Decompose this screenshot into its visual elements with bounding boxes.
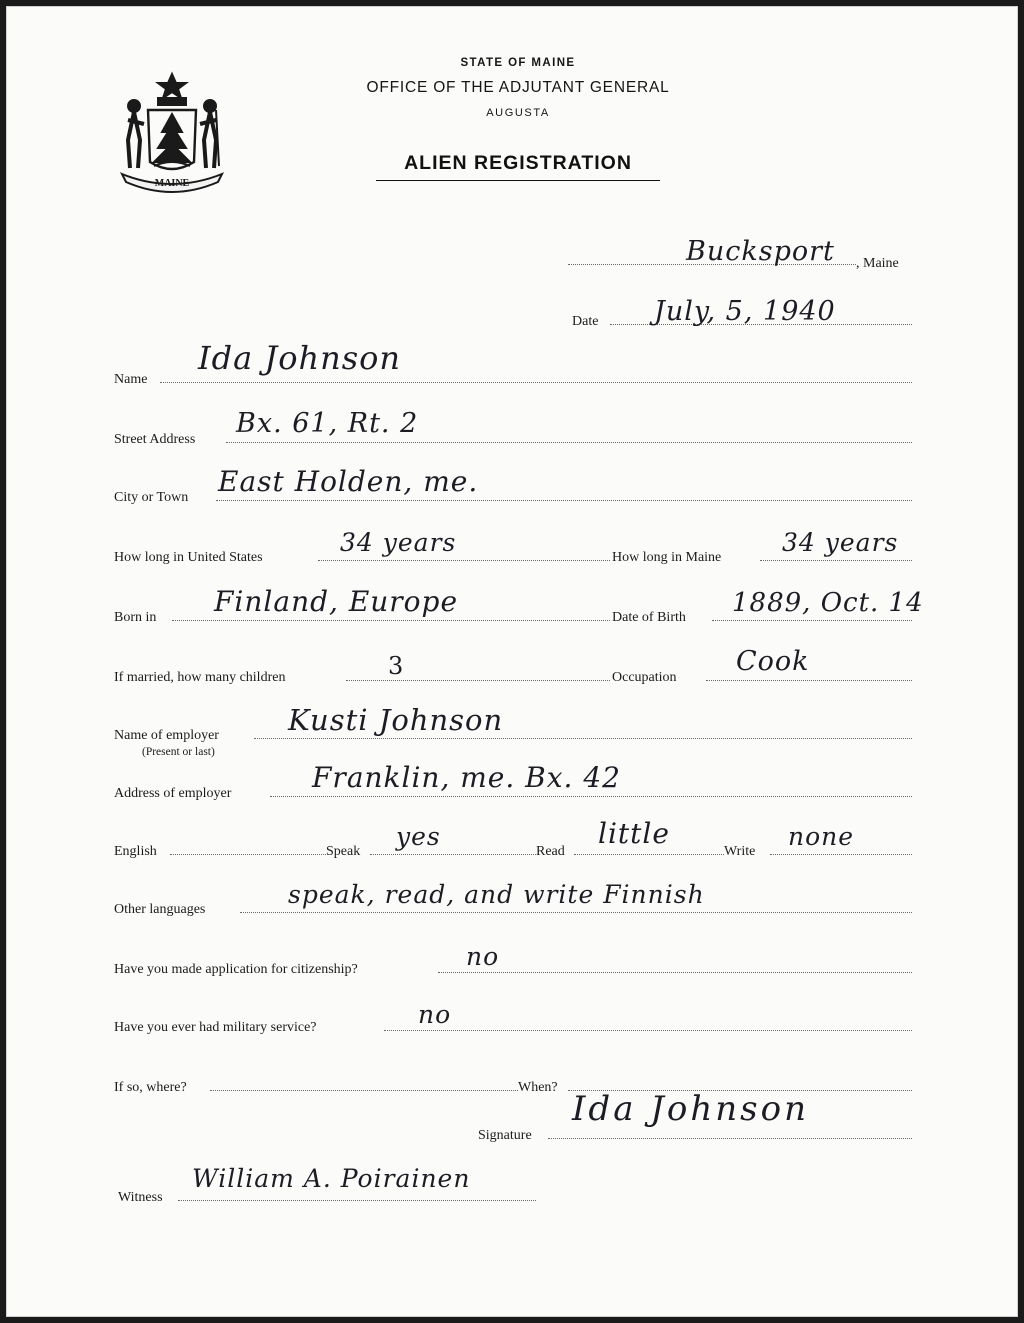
how-long-us-value[interactable]: 34 years	[340, 528, 457, 557]
speak-value[interactable]: yes	[396, 822, 441, 851]
born-in-value[interactable]: Finland, Europe	[214, 585, 459, 618]
how-long-us-label: How long in United States	[114, 550, 263, 565]
employer-line	[254, 738, 912, 739]
name-label: Name	[114, 372, 148, 387]
occupation-label: Occupation	[612, 670, 677, 685]
read-value[interactable]: little	[598, 817, 670, 850]
date-value[interactable]: July, 5, 1940	[654, 296, 836, 327]
read-line	[574, 854, 724, 855]
city-label: City or Town	[114, 490, 189, 505]
name-line	[160, 382, 912, 383]
other-languages-line	[240, 912, 912, 913]
citizenship-label: Have you made application for citizenship?	[114, 962, 358, 977]
how-long-maine-label: How long in Maine	[612, 550, 722, 565]
speak-line	[370, 854, 536, 855]
dob-line	[712, 620, 912, 621]
seal-motto: MAINE	[154, 178, 190, 189]
registration-form-page	[6, 6, 1018, 1317]
born-in-line	[172, 620, 610, 621]
other-languages-value[interactable]: speak, read, and write Finnish	[288, 880, 705, 909]
dob-value[interactable]: 1889, Oct. 14	[732, 588, 924, 618]
employer-address-line	[270, 796, 912, 797]
signature-line	[548, 1138, 912, 1139]
witness-value[interactable]: William A. Poirainen	[192, 1164, 471, 1193]
military-label: Have you ever had military service?	[114, 1020, 317, 1035]
military-value[interactable]: no	[418, 1000, 452, 1029]
maine-label: , Maine	[856, 256, 899, 271]
where-label: If so, where?	[114, 1080, 187, 1095]
when-label: When?	[518, 1080, 558, 1095]
street-line	[226, 442, 912, 443]
form-title: ALIEN REGISTRATION	[376, 152, 660, 181]
employer-value[interactable]: Kusti Johnson	[288, 703, 504, 737]
how-long-maine-line	[760, 560, 912, 561]
employer-sublabel: (Present or last)	[142, 746, 215, 758]
header-state: STATE OF MAINE	[460, 57, 576, 69]
other-languages-label: Other languages	[114, 902, 206, 917]
header-office: OFFICE OF THE ADJUTANT GENERAL	[366, 79, 670, 96]
state-seal-icon	[118, 70, 226, 194]
write-label: Write	[724, 844, 756, 859]
employer-label: Name of employer	[114, 728, 219, 743]
citizenship-line	[438, 972, 912, 973]
children-value[interactable]: 3	[388, 652, 405, 680]
city-value[interactable]: East Holden, me.	[218, 465, 479, 498]
header-city: AUGUSTA	[486, 107, 550, 119]
employer-address-value[interactable]: Franklin, me. Bx. 42	[312, 761, 621, 794]
where-line	[210, 1090, 518, 1091]
signature-label: Signature	[478, 1128, 532, 1143]
children-line	[346, 680, 610, 681]
english-line	[170, 854, 326, 855]
military-line	[384, 1030, 912, 1031]
write-line	[770, 854, 912, 855]
name-value[interactable]: Ida Johnson	[198, 339, 401, 377]
occupation-value[interactable]: Cook	[736, 646, 810, 677]
employer-address-label: Address of employer	[114, 786, 232, 801]
english-label: English	[114, 844, 157, 859]
how-long-us-line	[318, 560, 610, 561]
witness-line	[178, 1200, 536, 1201]
witness-label: Witness	[118, 1190, 163, 1205]
read-label: Read	[536, 844, 565, 859]
how-long-maine-value[interactable]: 34 years	[782, 528, 899, 557]
street-value[interactable]: Bx. 61, Rt. 2	[236, 408, 419, 439]
born-in-label: Born in	[114, 610, 157, 625]
write-value[interactable]: none	[788, 822, 855, 851]
citizenship-value[interactable]: no	[466, 942, 500, 971]
street-label: Street Address	[114, 432, 196, 447]
dob-label: Date of Birth	[612, 610, 686, 625]
city-line	[216, 500, 912, 501]
occupation-line	[706, 680, 912, 681]
town-value[interactable]: Bucksport	[686, 236, 835, 267]
date-label: Date	[572, 314, 599, 329]
children-label: If married, how many children	[114, 670, 286, 685]
speak-label: Speak	[326, 844, 361, 859]
signature-value[interactable]: Ida Johnson	[572, 1089, 809, 1129]
